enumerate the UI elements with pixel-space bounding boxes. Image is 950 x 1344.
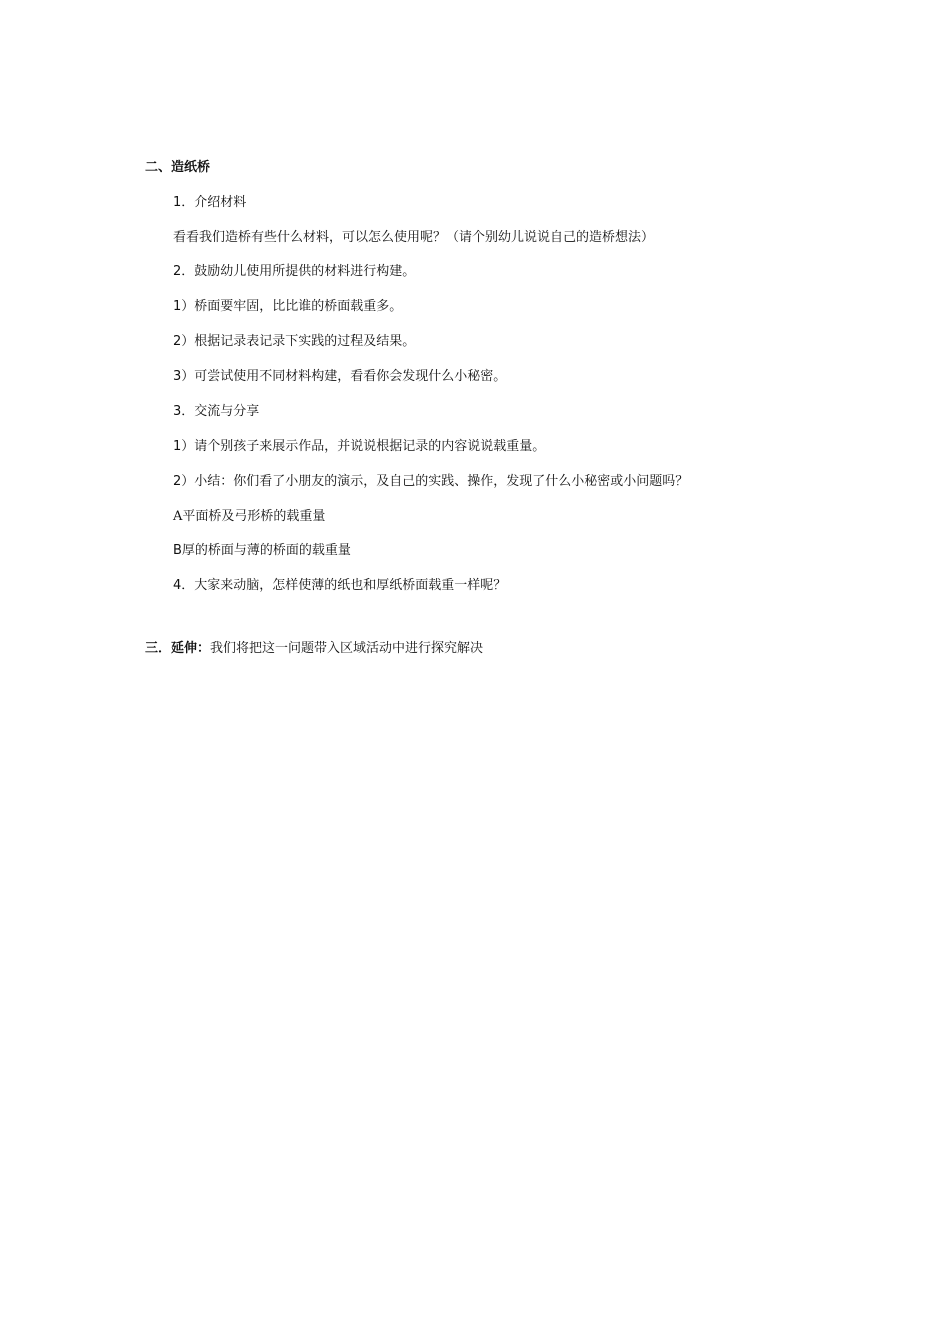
item-3-number: 3． [173,404,195,419]
item-3-sub-1-number: 1） [173,439,195,454]
item-3-title: 交流与分享 [194,404,260,419]
item-3-sub-1-text: 请个别孩子来展示作品，并说说根据记录的内容说说载重量。 [194,439,546,454]
item-2-sub-2 [173,333,415,351]
section-3-text: 我们将把这一问题带入区域活动中进行探究解决 [210,641,484,656]
item-3-sub-1 [173,438,545,456]
item-2-line [173,263,415,281]
item-3-line [173,403,259,421]
section-3-label: 延伸： [171,641,211,656]
section-3-line [145,640,483,658]
item-1-description [173,229,654,247]
item-2-sub-3-text: 可尝试使用不同材料构建，看看你会发现什么小秘密。 [194,369,507,384]
item-1-title: 介绍材料 [194,195,247,210]
option-a-line [173,508,325,526]
item-1-line [173,194,246,212]
item-3-sub-2-text: 小结：你们看了小朋友的演示，及自己的实践、操作，发现了什么小秘密或小问题吗？ [194,474,689,489]
item-2-sub-2-text: 根据记录表记录下实践的过程及结果。 [194,334,416,349]
section-3-number: 三． [145,641,172,656]
item-2-sub-2-number: 2） [173,334,195,349]
item-4-title: 大家来动脑，怎样使薄的纸也和厚纸桥面载重一样呢？ [194,578,507,593]
option-a-text: A平面桥及弓形桥的载重量 [173,509,326,524]
item-2-sub-1-number: 1） [173,299,195,314]
item-2-sub-3 [173,368,506,386]
section-2-heading-text: 二、造纸桥 [145,160,211,175]
item-3-sub-2-number: 2） [173,474,195,489]
item-4-line [173,577,506,595]
option-b-text: 厚的桥面与薄的桥面的载重量 [181,543,351,558]
item-1-number: 1． [173,195,195,210]
item-1-description-text: 看看我们造桥有些什么材料，可以怎么使用呢？（请个别幼儿说说自己的造桥想法） [173,230,655,245]
option-b-letter: B [173,543,182,558]
item-2-sub-1 [173,298,402,316]
option-b-line [173,542,351,560]
item-2-title: 鼓励幼儿使用所提供的材料进行构建。 [194,264,416,279]
item-4-number: 4． [173,578,195,593]
item-3-sub-2 [173,473,688,491]
section-2-heading [145,159,210,177]
item-2-sub-3-number: 3） [173,369,195,384]
item-2-sub-1-text: 桥面要牢固，比比谁的桥面载重多。 [194,299,403,314]
item-2-number: 2． [173,264,195,279]
